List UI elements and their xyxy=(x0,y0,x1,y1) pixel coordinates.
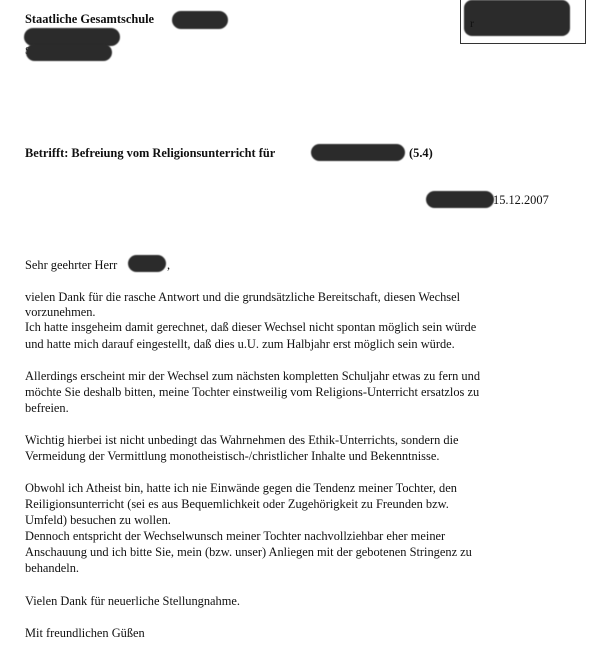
subject-class: (5.4) xyxy=(409,146,433,160)
body-p2-line-2: möchte Sie deshalb bitten, meine Tochter einstweilig vom Religions-Unterricht ersatzlos zu xyxy=(25,385,480,399)
redacted-student-name xyxy=(311,144,405,161)
body-p3-line-2: Vermeidung der Vermittlung monotheistisch-/christlicher Inhalte und Bekenntnisse. xyxy=(25,449,440,463)
body-p5-line-1: Vielen Dank für neuerliche Stellungnahme. xyxy=(25,594,240,608)
salutation-suffix: , xyxy=(167,258,171,272)
salutation-prefix: Sehr geehrter Herr xyxy=(25,258,118,272)
redacted-school-name xyxy=(172,11,228,29)
redacted-recipient-address xyxy=(464,0,570,36)
body-p4-line-1: Obwohl ich Atheist bin, hatte ich nie Einwände gegen die Tendenz meiner Tochter, den xyxy=(25,481,457,495)
sender-school-name: Staatliche Gesamtschule xyxy=(25,12,155,26)
body-p1-line-2: vorzunehmen. xyxy=(25,305,96,319)
body-p1-line-3: Ich hatte insgeheim damit gerechnet, daß dieser Wechsel nicht spontan möglich sein würde xyxy=(25,320,477,334)
body-p3-line-1: Wichtig hierbei ist nicht unbedingt das Wahrnehmen des Ethik-Unterrichts, sondern die xyxy=(25,433,459,447)
redacted-place xyxy=(426,191,494,208)
redacted-recipient-name xyxy=(128,255,166,272)
body-p4-line-6: behandeln. xyxy=(25,561,80,575)
letter-date: 15.12.2007 xyxy=(493,193,549,207)
body-p4-line-5: Anschauung und ich bitte Sie, mein (bzw. unser) Anliegen mit der gebotenen Stringenz zu xyxy=(25,545,472,559)
body-p2-line-1: Allerdings erscheint mir der Wechsel zum nächsten kompletten Schuljahr etwas zu fern und xyxy=(25,369,481,383)
body-p4-line-4: Dennoch entspricht der Wechselwunsch meiner Tochter nachvollziehbar eher meiner xyxy=(25,529,446,543)
recipient-stray-char: r xyxy=(470,16,474,30)
body-p2-line-3: befreien. xyxy=(25,401,69,415)
body-p4-line-2: Reiligionsunterricht (sei es aus Bequemlichkeit oder Zugehörigkeit zu Freunden bzw. xyxy=(25,497,449,511)
body-p4-line-3: Umfeld) besuchen zu wollen. xyxy=(25,513,171,527)
subject-label: Betrifft: Befreiung vom Religionsunterricht für xyxy=(25,146,276,160)
closing-greeting: Mit freundlichen Güßen xyxy=(25,626,145,640)
body-p1-line-4: und hatte mich darauf eingestellt, daß dies u.U. zum Halbjahr erst möglich sein würde. xyxy=(25,337,455,351)
redacted-sender-address-2 xyxy=(26,44,112,61)
body-p1-line-1: vielen Dank für die rasche Antwort und die grundsätzliche Bereitschaft, diesen Wechsel xyxy=(25,290,461,304)
